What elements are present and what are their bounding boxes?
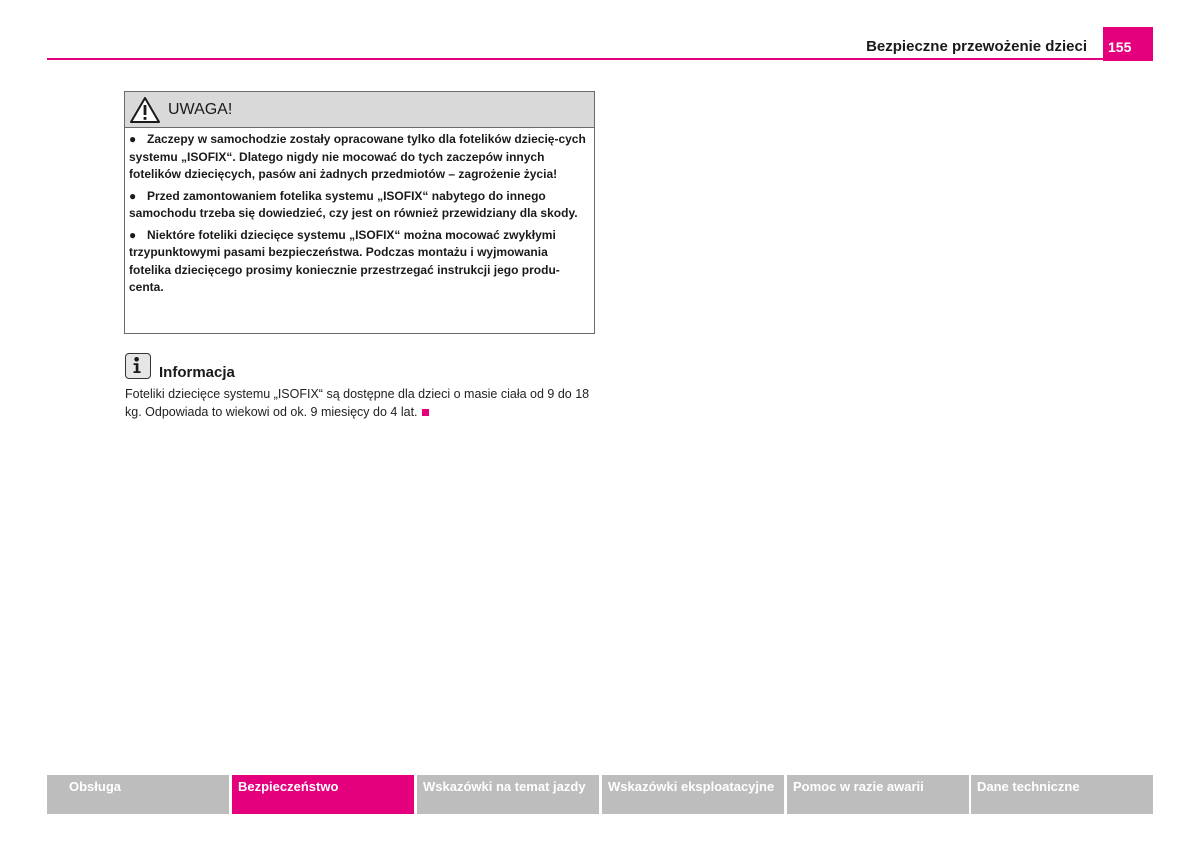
header-divider: [47, 58, 1153, 60]
tab-obsluga[interactable]: Obsługa: [47, 775, 229, 814]
info-icon: [125, 353, 151, 379]
tab-bezpieczenstwo[interactable]: Bezpieczeństwo: [232, 775, 414, 814]
warning-item: ● Niektóre foteliki dziecięce systemu „ISOFIX“ można mocować zwykłymi trzypunktowymi pasami bezpieczeństwa. Podczas montażu i wyjmowania fotelika dziecięcego prosimy koniecznie przestrzegać instrukcji jego produ-centa.: [129, 227, 560, 294]
info-text: Foteliki dziecięce systemu „ISOFIX“ są dostępne dla dzieci o masie ciała od 9 do 18 kg. Odpowiada to wiekowi od ok. 9 miesięcy do 4 lat.: [125, 387, 590, 419]
info-title: Informacja: [159, 364, 235, 381]
warning-triangle-icon: [129, 96, 161, 124]
bullet-icon: ●: [129, 132, 137, 146]
bullet-icon: ●: [129, 188, 137, 203]
warning-body: [125, 128, 594, 297]
warning-box: [124, 91, 595, 334]
section-title: Bezpieczne przewożenie dzieci: [866, 38, 1087, 55]
section-end-icon: [422, 409, 429, 416]
tab-pomoc-awarii[interactable]: Pomoc w razie awarii: [787, 775, 969, 814]
warning-header: [125, 92, 594, 128]
tab-wskazowki-jazdy[interactable]: Wskazówki na temat jazdy: [417, 775, 599, 814]
warning-item: ● Zaczepy w samochodzie zostały opracowane tylko dla fotelików dziecię-cych systemu „ISOFIX“. Dlatego nigdy nie mocować do tych zaczepów innych fotelików dziecięcych, pasów ani żadnych przedmiotów – zagrożenie życia!: [129, 132, 586, 181]
warning-title: UWAGA!: [168, 100, 233, 118]
bullet-icon: ●: [129, 227, 137, 242]
warning-item: ● Przed zamontowaniem fotelika systemu „ISOFIX“ nabytego do innego samochodu trzeba się dowiedzieć, czy jest on również przewidziany dla skody.: [129, 188, 578, 220]
chapter-nav: [47, 775, 1153, 814]
page-number: 155: [1103, 27, 1153, 61]
tab-dane-techniczne[interactable]: Dane techniczne: [971, 775, 1153, 814]
tab-wskazowki-eksploatacyjne[interactable]: Wskazówki eksploatacyjne: [602, 775, 784, 814]
